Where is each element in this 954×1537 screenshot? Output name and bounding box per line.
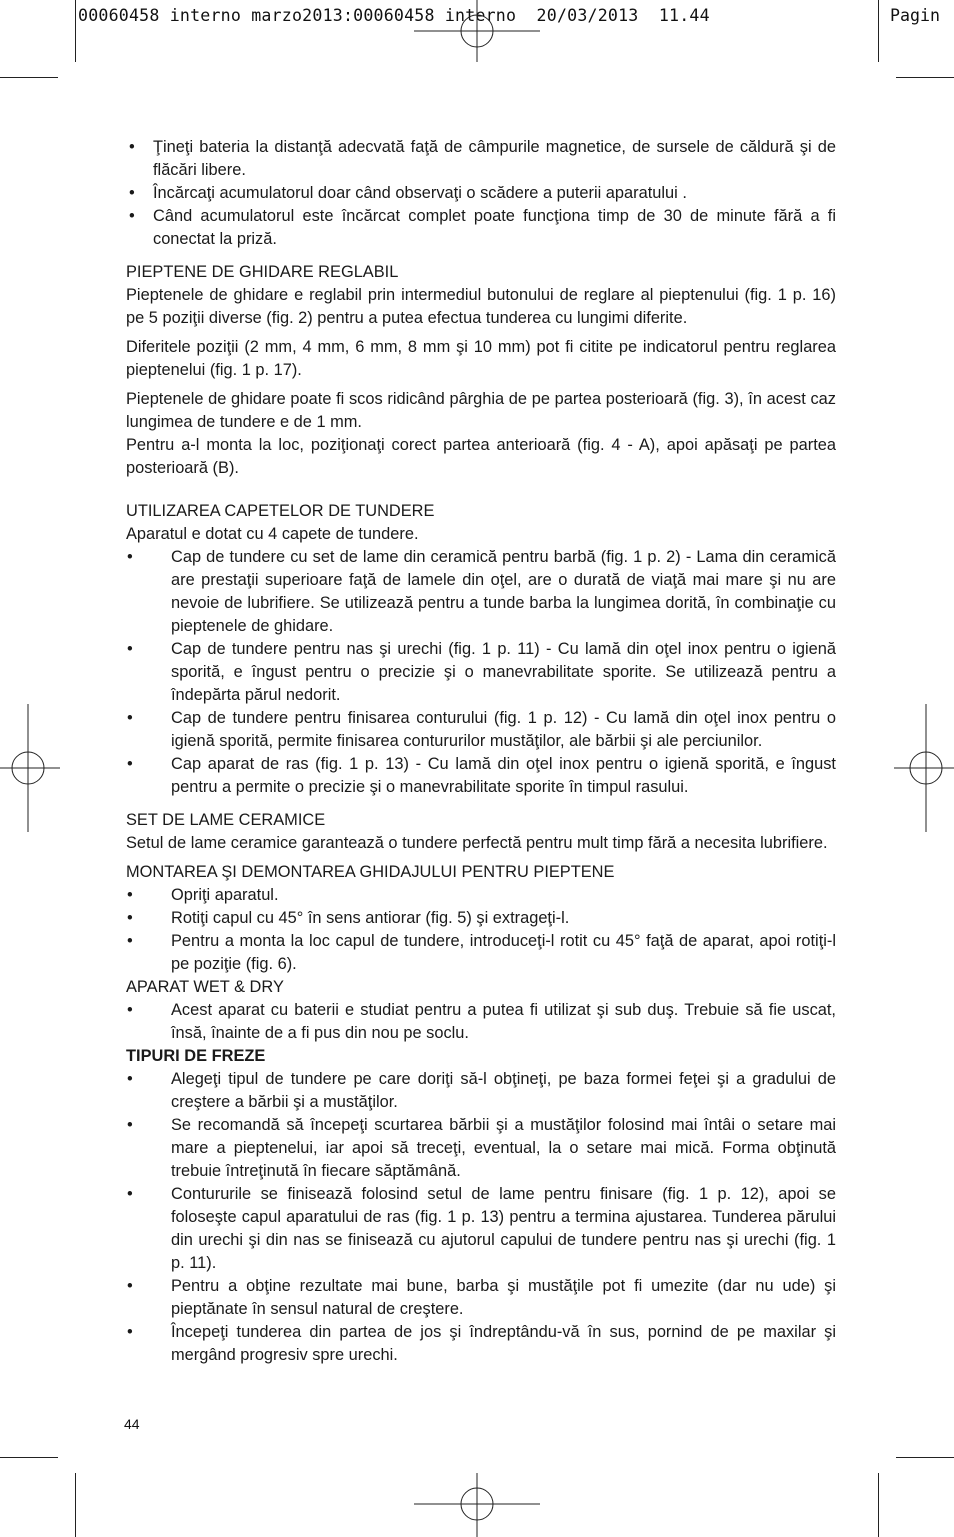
list-item: • Rotiţi capul cu 45° în sens antiorar (fig. 5) şi extrageţi-l. <box>126 907 836 930</box>
cutting-heads-list <box>126 546 836 799</box>
trim-styles-list <box>126 1068 836 1367</box>
crop-mark-bottom-right-vertical <box>878 1473 879 1537</box>
list-item: • Cap aparat de ras (fig. 1 p. 13) - Cu lamă din oţel inox pentru o igienă sporită, e îngust pentru a permite o precizie şi o manevrabilitate sporite în timpul rasului. <box>126 753 836 799</box>
list-item: • Cap de tundere pentru nas şi urechi (fig. 1 p. 11) - Cu lamă din oţel inox pentru o igienă sporită, e îngust pentru o precizie şi o manevrabilitate sporite. Se utilizează pentru a îndepărta părul nedorit. <box>126 638 836 707</box>
section-heading-mounting: MONTAREA ŞI DEMONTAREA GHIDAJULUI PENTRU PIEPTENE <box>126 863 615 881</box>
list-item: • Acest aparat cu baterii e studiat pentru a putea fi utilizat şi sub duş. Trebuie să fie uscat, însă, înainte de a fi pus din nou pe soclu. <box>126 999 836 1045</box>
list-item: • Opriţi aparatul. <box>126 884 836 907</box>
list-item: • Pentru a obţine rezultate mai bune, barba şi mustăţile pot fi umezite (dar nu ude) şi pieptănate în sensul natural de creştere. <box>126 1275 836 1321</box>
crop-mark-bottom-right-horizontal <box>896 1457 954 1458</box>
registration-mark-top <box>414 0 540 62</box>
manual-page-content <box>126 136 836 1367</box>
crop-mark-bottom-left-vertical <box>75 1473 76 1537</box>
crop-mark-top-left-vertical <box>75 0 76 62</box>
crop-mark-top-right-vertical <box>878 0 879 62</box>
list-item: • Alegeţi tipul de tundere pe care doriţi să-l obţineţi, pe baza formei feţei şi a gradului de creştere a bărbii şi a mustăţilor. <box>126 1068 836 1114</box>
mounting-list <box>126 884 836 976</box>
list-item: • Cap de tundere cu set de lame din ceramică pentru barbă (fig. 1 p. 2) - Lama din ceramică are prestaţii superioare faţă de lamele din oţel, are o durată de viaţă mai mare şi nu are nevoie de lubrifiere. Se utilizează pentru a tunde barba la lungimea dorită, în combinaţie cu pieptenele de ghidare. <box>126 546 836 638</box>
list-item: • Pentru a monta la loc capul de tundere, introduceţi-l rotit cu 45° faţă de aparat, apoi rotiţi-l pe poziţie (fig. 6). <box>126 930 836 976</box>
section-heading-wet-dry: APARAT WET & DRY <box>126 978 284 996</box>
crop-mark-top-left-horizontal <box>0 77 58 78</box>
paragraph: Pentru a-l monta la loc, poziţionaţi corect partea anterioară (fig. 4 - A), apoi apăsaţi pe partea posterioară (B). <box>126 436 836 477</box>
page-number: 44 <box>124 1416 140 1432</box>
list-item: • Începeţi tunderea din partea de jos şi îndreptându-vă în sus, pornind de pe maxilar şi mergând progresiv spre urechi. <box>126 1321 836 1367</box>
print-slug: 00060458 interno marzo2013:00060458 interno 20/03/2013 11.44 <box>78 6 710 25</box>
paragraph: Pieptenele de ghidare poate fi scos ridicând pârghia de pe partea posterioară (fig. 3), în acest caz lungimea de tundere e de 1 mm. <box>126 390 836 431</box>
list-item: • Când acumulatorul este încărcat complet poate funcţiona timp de 30 de minute fără a fi conectat la priză. <box>126 205 836 251</box>
registration-mark-left <box>0 704 60 832</box>
registration-mark-right <box>894 704 954 832</box>
paragraph: Setul de lame ceramice garantează o tundere perfectă pentru mult timp fără a necesita lubrifiere. <box>126 834 828 852</box>
wet-dry-list <box>126 999 836 1045</box>
crop-mark-top-right-horizontal <box>896 77 954 78</box>
paragraph: Diferitele poziţii (2 mm, 4 mm, 6 mm, 8 mm şi 10 mm) pot fi citite pe indicatorul pentru reglarea pieptenelui (fig. 1 p. 17). <box>126 338 836 379</box>
print-slug-page: Pagin <box>890 6 940 25</box>
list-item: • Încărcaţi acumulatorul doar când observaţi o scădere a puterii aparatului . <box>126 182 836 205</box>
list-item: • Se recomandă să începeţi scurtarea bărbii şi a mustăţilor folosind mai întâi o setare mai mare a pieptenelui, iar apoi să treceţi, eventual, la o setare mai mică. Forma obţinută trebuie întreţinută în fiecare săptămână. <box>126 1114 836 1183</box>
registration-mark-bottom <box>414 1473 540 1537</box>
section-heading-trim-styles: TIPURI DE FREZE <box>126 1047 266 1065</box>
section-heading-cutting-heads: UTILIZAREA CAPETELOR DE TUNDERE <box>126 502 435 520</box>
list-item: • Contururile se finisează folosind setul de lame pentru finisare (fig. 1 p. 12), apoi se foloseşte capul aparatului de ras (fig. 1 p. 13) pentru a termina ajustarea. Tunderea părului din urechi şi din nas se finisează cu ajutorul capului de tundere pentru nas şi urechi (fig. 1 p. 11). <box>126 1183 836 1275</box>
paragraph: Pieptenele de ghidare e reglabil prin intermediul butonului de reglare al pieptenului (fig. 1 p. 16) pe 5 poziţii diverse (fig. 2) pentru a putea efectua tunderea cu lungimi diferite. <box>126 286 836 327</box>
section-heading-comb: PIEPTENE DE GHIDARE REGLABIL <box>126 263 399 281</box>
section-heading-ceramic-blades: SET DE LAME CERAMICE <box>126 811 326 829</box>
crop-mark-bottom-left-horizontal <box>0 1457 58 1458</box>
paragraph: Aparatul e dotat cu 4 capete de tundere. <box>126 525 419 543</box>
list-item: • Cap de tundere pentru finisarea conturului (fig. 1 p. 12) - Cu lamă din oţel inox pentru o igienă sporită, permite finisarea contururilor mustăţilor, ale bărbii şi ale perciunilor. <box>126 707 836 753</box>
battery-safety-list <box>126 136 836 251</box>
list-item: • Ţineţi bateria la distanţă adecvată faţă de câmpurile magnetice, de sursele de căldură şi de flăcări libere. <box>126 136 836 182</box>
